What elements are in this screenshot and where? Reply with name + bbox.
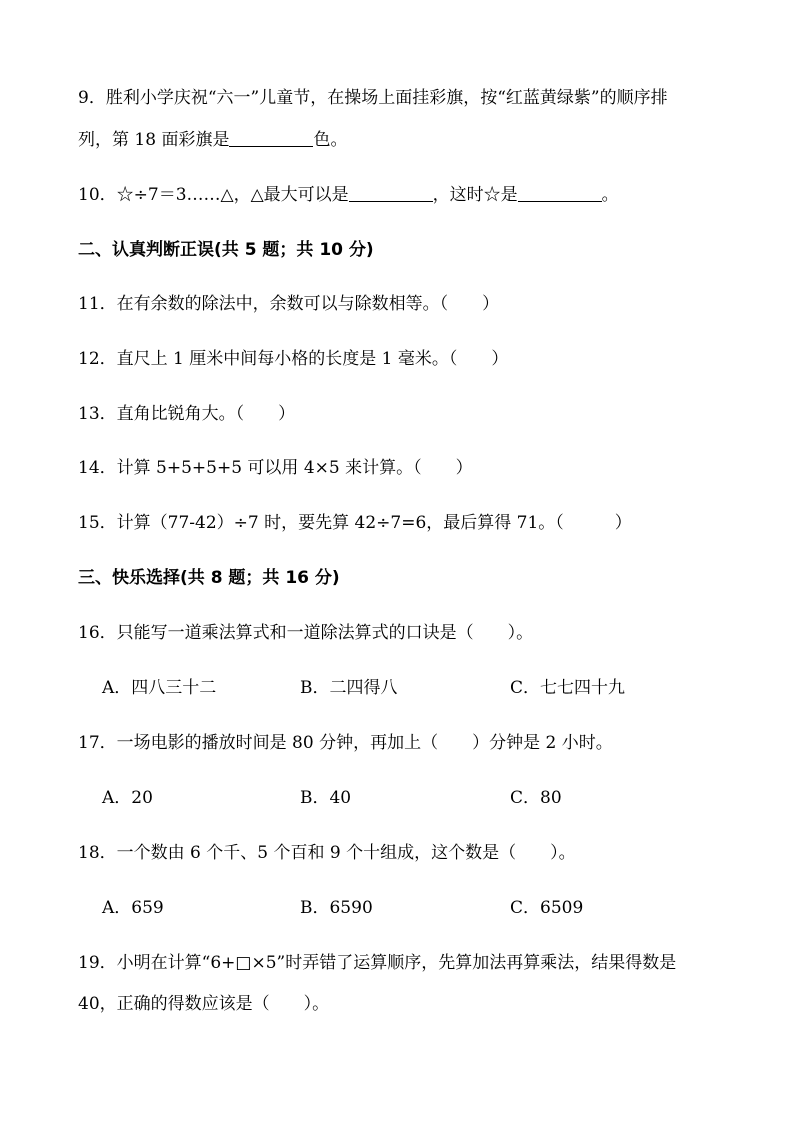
option-a[interactable]: A．20: [102, 788, 153, 808]
question-15: 15．计算（77-42）÷7 时，要先算 42÷7=6，最后算得 71。（ ）: [78, 513, 632, 533]
question-9-line2: [78, 128, 347, 152]
answer-blank[interactable]: [349, 183, 433, 202]
option-c[interactable]: C．6509: [510, 898, 584, 918]
question-19-line2: 40，正确的得数应该是（ ）。: [78, 994, 330, 1014]
option-b[interactable]: B．二四得八: [300, 678, 398, 698]
question-18: 18．一个数由 6 个千、5 个百和 9 个十组成，这个数是（ ）。: [78, 843, 576, 863]
option-a[interactable]: A．四八三十二: [102, 678, 217, 698]
option-c[interactable]: C．七七四十九: [510, 678, 626, 698]
question-10-suffix: 。: [601, 185, 619, 205]
option-b[interactable]: B．6590: [300, 898, 373, 918]
question-9-line1: 9．胜利小学庆祝“六一”儿童节，在操场上面挂彩旗，按“红蓝黄绿紫”的顺序排: [78, 88, 668, 108]
question-16: 16．只能写一道乘法算式和一道除法算式的口诀是（ ）。: [78, 623, 534, 643]
question-17: 17．一场电影的播放时间是 80 分钟，再加上（ ）分钟是 2 小时。: [78, 733, 613, 753]
question-12: 12．直尺上 1 厘米中间每小格的长度是 1 毫米。（ ）: [78, 349, 509, 369]
question-11: 11．在有余数的除法中，余数可以与除数相等。（ ）: [78, 294, 500, 314]
option-a[interactable]: A．659: [102, 898, 164, 918]
question-10: [78, 183, 619, 207]
question-10-prefix: 10．☆÷7＝3……△，△最大可以是: [78, 185, 349, 205]
section-title-judge: 二、认真判断正误(共 5 题；共 10 分): [78, 240, 374, 260]
option-c[interactable]: C．80: [510, 788, 562, 808]
option-b[interactable]: B．40: [300, 788, 352, 808]
question-10-middle: ，这时☆是: [432, 185, 518, 205]
question-9-prefix: 列，第 18 面彩旗是: [78, 130, 230, 150]
answer-blank[interactable]: [229, 128, 313, 147]
question-13: 13．直角比锐角大。（ ）: [78, 404, 296, 424]
section-title-choice: 三、快乐选择(共 8 题；共 16 分): [78, 568, 340, 588]
question-19-line1: 19．小明在计算“6+□×5”时弄错了运算顺序，先算加法再算乘法，结果得数是: [78, 953, 677, 973]
question-14: 14．计算 5+5+5+5 可以用 4×5 来计算。（ ）: [78, 458, 473, 478]
answer-blank[interactable]: [518, 183, 602, 202]
question-9-suffix: 色。: [313, 130, 348, 150]
